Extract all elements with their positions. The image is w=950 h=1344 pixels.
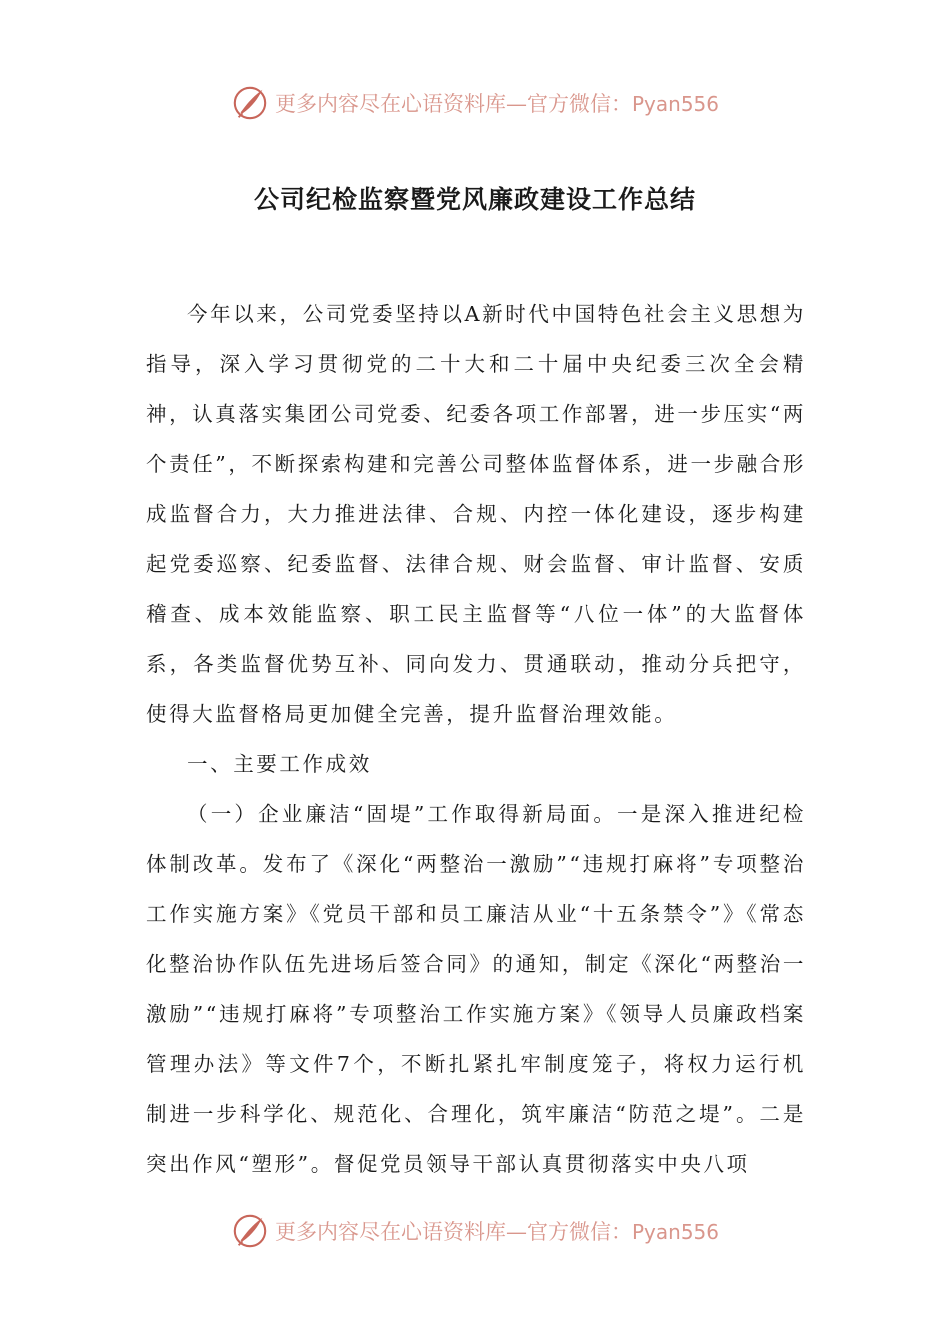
paragraph-section-1: （一）企业廉洁“固堤”工作取得新局面。一是深入推进纪检体制改革。发布了《深化“两整治一激励”“违规打麻将”专项整治工作实施方案》《党员干部和员工廉洁从业“十五条禁令”》《常态化整治协作队伍先进场后签合同》的通知，制定《深化“两整治一激励”“违规打麻将”专项整治工作实施方案》《领导人员廉政档案管理办法》等文件7个，不断扎紧扎牢制度笼子，将权力运行机制进一步科学化、规范化、合理化，筑牢廉洁“防范之堤”。二是突出作风“塑形”。督促党员领导干部认真贯彻落实中央八项 [146,802,806,1176]
watermark-footer [0,1212,950,1250]
document-body [146,289,806,1189]
paragraph-intro: 今年以来，公司党委坚持以A新时代中国特色社会主义思想为指导，深入学习贯彻党的二十大和二十届中央纪委三次全会精神，认真落实集团公司党委、纪委各项工作部署，进一步压实“两个责任”，不断探索构建和完善公司整体监督体系，进一步融合形成监督合力，大力推进法律、合规、内控一体化建设，逐步构建起党委巡察、纪委监督、法律合规、财会监督、审计监督、安质稽查、成本效能监察、职工民主监督等“八位一体”的大监督体系，各类监督优势互补、同向发力、贯通联动，推动分兵把守，使得大监督格局更加健全完善，提升监督治理效能。 [146,302,806,726]
watermark-text-cn: 更多内容尽在心语资料库—官方微信： [274,92,632,116]
quill-pen-logo-icon [231,84,269,122]
section-heading: 一、主要工作成效 [187,752,372,776]
document-title: 公司纪检监察暨党风廉政建设工作总结 [253,185,696,214]
quill-pen-logo-icon [231,1212,269,1250]
watermark-header [0,84,950,122]
watermark-text [275,1216,719,1246]
watermark-wechat-id: Pyan556 [631,1220,719,1244]
watermark-text [275,88,719,118]
watermark-wechat-id: Pyan556 [631,92,719,116]
watermark-text-cn: 更多内容尽在心语资料库—官方微信： [274,1220,632,1244]
